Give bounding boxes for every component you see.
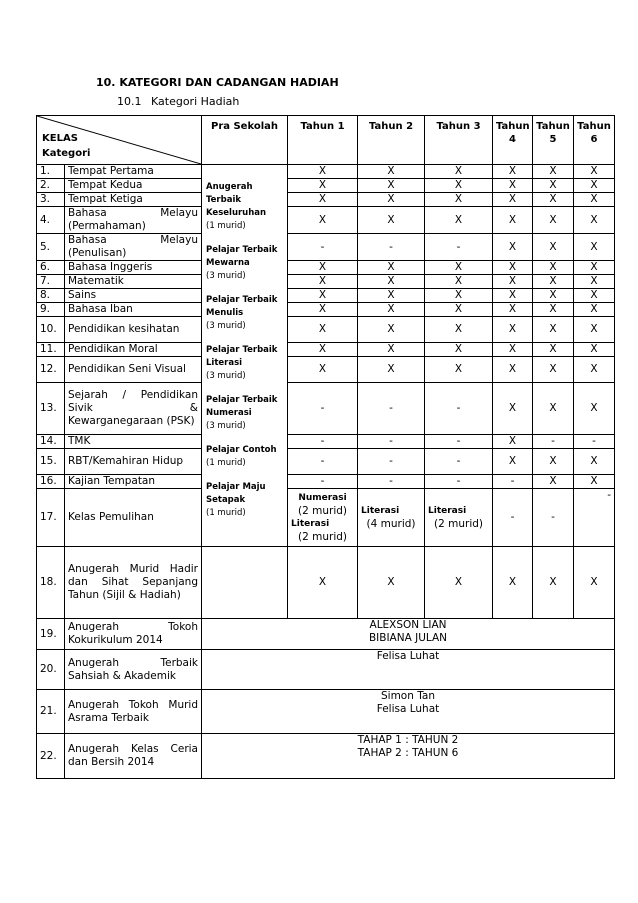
award-recipients [202,690,615,734]
row-number: 18. [37,547,65,619]
table-row [37,289,615,303]
row-value: X [358,303,425,317]
row-category: Bahasa Melayu (Penulisan) [65,234,202,261]
table-row [37,449,615,475]
row-value: X [288,165,358,179]
row-category: Anugerah Murid Hadir dan Sihat Sepanjang Tahun (Sijil & Hadiah) [65,547,202,619]
row-value: X [533,289,574,303]
table-row [37,275,615,289]
row-category: Anugerah Tokoh Kokurikulum 2014 [65,619,202,650]
pra-award-name: Anugerah Terbaik Keseluruhan [206,181,267,218]
row-number: 21. [37,690,65,734]
subheading-number: 10.1 [117,95,142,108]
table-row [37,357,615,383]
numerasi-label: Numerasi [298,492,347,503]
row-value: - [358,449,425,475]
header-tahun-3: Tahun 3 [425,116,493,165]
literasi-label: Literasi [361,505,400,516]
row-number: 9. [37,303,65,317]
row-value: - [288,475,358,489]
row-value: X [533,165,574,179]
row-value: X [288,547,358,619]
row-value: X [358,275,425,289]
recipient-line: ALEXSON LIAN [369,619,447,631]
row-value: X [358,547,425,619]
table-row-span [37,690,615,734]
row-value: X [533,449,574,475]
row-value: X [493,193,533,207]
row-value: X [493,343,533,357]
row-value: X [493,165,533,179]
pra-award-name: Pelajar Contoh [206,444,277,455]
kelas-pemulihan-tahun-6: - [574,489,615,547]
row-value: X [425,261,493,275]
row-value: X [425,275,493,289]
table-row [37,234,615,261]
row-number: 11. [37,343,65,357]
row-number: 13. [37,383,65,435]
table-row [37,207,615,234]
row-value: X [493,261,533,275]
row-value: X [574,193,615,207]
row-number: 2. [37,179,65,193]
row-category: Anugerah Kelas Ceria dan Bersih 2014 [65,734,202,779]
row-value-empty [202,547,288,619]
pra-award-count: (1 murid) [206,220,246,231]
row-value: X [533,275,574,289]
table-row [37,383,615,435]
row-category: Tempat Ketiga [65,193,202,207]
pra-award-count: (3 murid) [206,270,246,281]
header-tahun-2: Tahun 2 [358,116,425,165]
header-tahun-6: Tahun 6 [574,116,615,165]
row-value: X [574,343,615,357]
pra-award-name: Pelajar Terbaik Menulis [206,294,278,318]
row-value: X [425,179,493,193]
award-recipients [202,734,615,779]
pra-award-count: (1 murid) [206,507,246,518]
row-value: X [425,357,493,383]
row-number: 12. [37,357,65,383]
row-category: Tempat Pertama [65,165,202,179]
row-value: X [533,475,574,489]
row-value: X [533,261,574,275]
row-category: Bahasa Melayu (Permahaman) [65,207,202,234]
row-value: X [358,165,425,179]
row-value: X [533,193,574,207]
row-value: X [288,289,358,303]
row-category: Tempat Kedua [65,179,202,193]
row-value: X [493,383,533,435]
literasi-label: Literasi [428,505,467,516]
row-value: X [288,357,358,383]
pra-award-count: (3 murid) [206,420,246,431]
pra-sekolah-awards [202,165,288,547]
table-row [37,179,615,193]
row-number: 8. [37,289,65,303]
subheading-text: Kategori Hadiah [151,95,240,108]
row-value: X [493,179,533,193]
row-value: X [358,317,425,343]
row-value: X [288,317,358,343]
table-row [37,343,615,357]
table-row [37,435,615,449]
row-number: 5. [37,234,65,261]
row-value: X [493,303,533,317]
table-row-kelas-pemulihan [37,489,615,547]
table-row-span [37,650,615,690]
row-value: X [574,383,615,435]
row-value: X [574,179,615,193]
row-value: - [425,449,493,475]
row-value: X [425,317,493,343]
pra-award-count: (1 murid) [206,457,246,468]
row-number: 3. [37,193,65,207]
row-category: Kajian Tempatan [65,475,202,489]
row-value: X [574,303,615,317]
table-row [37,165,615,179]
kelas-pemulihan-tahun-5: - [533,489,574,547]
table-row [37,261,615,275]
literasi-count: (2 murid) [298,530,347,543]
row-value: - [288,435,358,449]
row-value: X [574,261,615,275]
row-value: X [288,275,358,289]
row-value: - [533,435,574,449]
kelas-pemulihan-tahun-4: - [493,489,533,547]
row-number: 4. [37,207,65,234]
row-value: - [288,383,358,435]
row-value: - [288,234,358,261]
row-category: Kelas Pemulihan [65,489,202,547]
row-value: X [533,343,574,357]
literasi-count: (4 murid) [366,517,416,530]
row-value: X [533,234,574,261]
row-category: Pendidikan Moral [65,343,202,357]
row-value: X [493,547,533,619]
pra-award-name: Pelajar Terbaik Mewarna [206,244,278,268]
row-number: 10. [37,317,65,343]
table-row-span [37,734,615,779]
table-row-kehadiran [37,547,615,619]
row-value: X [493,275,533,289]
row-value: X [493,289,533,303]
row-number: 16. [37,475,65,489]
row-value: X [288,179,358,193]
row-number: 22. [37,734,65,779]
row-category: Sejarah / Pendidikan Sivik & Kewarganegaraan (PSK) [65,383,202,435]
recipient-line: Felisa Luhat [376,703,440,715]
row-value: - [288,449,358,475]
header-kelas: KELAS [42,133,78,144]
row-value: X [574,475,615,489]
row-number: 14. [37,435,65,449]
row-number: 7. [37,275,65,289]
row-value: - [425,435,493,449]
row-value: X [358,343,425,357]
row-value: X [288,343,358,357]
row-number: 6. [37,261,65,275]
row-value: X [574,357,615,383]
award-recipients [202,619,615,650]
row-value: X [533,317,574,343]
row-value: X [288,303,358,317]
section-heading: 10. KATEGORI DAN CADANGAN HADIAH [96,76,339,89]
table-row [37,303,615,317]
row-value: X [493,207,533,234]
row-value: X [425,343,493,357]
header-tahun-5: Tahun 5 [533,116,574,165]
row-value: X [533,547,574,619]
row-category: Pendidikan kesihatan [65,317,202,343]
table-row-span [37,619,615,650]
row-value: - [358,435,425,449]
pra-award-count: (3 murid) [206,370,246,381]
row-category: Bahasa Inggeris [65,261,202,275]
header-pra-sekolah: Pra Sekolah [202,116,288,165]
pra-award-name: Pelajar Terbaik Numerasi [206,394,278,418]
award-recipients [202,650,615,690]
row-value: X [493,357,533,383]
recipient-line: TAHAP 1 : TAHUN 2 [357,734,459,746]
header-kategori: Kategori [42,148,91,159]
table-row [37,193,615,207]
row-value: X [574,275,615,289]
pra-award-name: Pelajar Maju Setapak [206,481,266,505]
row-category: Pendidikan Seni Visual [65,357,202,383]
pra-award-name: Pelajar Terbaik Literasi [206,344,278,368]
row-number: 1. [37,165,65,179]
row-value: X [358,261,425,275]
row-number: 17. [37,489,65,547]
literasi-count: (2 murid) [434,517,483,530]
recipient-line: Simon Tan [381,690,435,702]
row-value: X [533,383,574,435]
row-value: - [358,234,425,261]
row-value: X [533,207,574,234]
row-value: X [574,234,615,261]
row-value: X [358,357,425,383]
row-category: Matematik [65,275,202,289]
row-value: - [425,234,493,261]
row-value: - [574,435,615,449]
row-value: X [533,179,574,193]
row-category: RBT/Kemahiran Hidup [65,449,202,475]
row-value: X [288,207,358,234]
row-value: X [574,165,615,179]
row-value: X [425,547,493,619]
row-category: Anugerah Tokoh Murid Asrama Terbaik [65,690,202,734]
row-value: X [493,449,533,475]
row-value: X [533,357,574,383]
row-value: X [574,317,615,343]
header-kelas-kategori [37,116,202,165]
row-value: X [358,289,425,303]
section-subheading [117,95,239,108]
row-category: Anugerah Terbaik Sahsiah & Akademik [65,650,202,690]
literasi-label: Literasi [291,518,330,529]
recipient-line: Felisa Luhat [376,650,440,662]
row-category: TMK [65,435,202,449]
row-value: - [358,383,425,435]
header-tahun-4: Tahun 4 [493,116,533,165]
row-value: X [533,303,574,317]
row-value: X [358,179,425,193]
row-category: Sains [65,289,202,303]
row-value: - [425,383,493,435]
row-value: X [288,261,358,275]
row-value: - [358,475,425,489]
row-value: X [425,207,493,234]
recipient-line: TAHAP 2 : TAHUN 6 [357,747,459,759]
row-value: X [288,193,358,207]
award-table [36,115,615,779]
header-row [37,116,615,165]
row-value: X [493,435,533,449]
row-value: X [574,547,615,619]
header-tahun-1: Tahun 1 [288,116,358,165]
row-value: X [358,193,425,207]
row-value: X [574,289,615,303]
pra-award-count: (3 murid) [206,320,246,331]
row-value: X [425,193,493,207]
row-value: - [493,475,533,489]
row-number: 20. [37,650,65,690]
row-value: X [425,165,493,179]
row-value: X [425,289,493,303]
kelas-pemulihan-tahun-1 [288,489,358,547]
recipient-line: BIBIANA JULAN [368,632,448,644]
row-value: X [493,234,533,261]
row-value: X [574,449,615,475]
row-value: X [574,207,615,234]
table-row [37,317,615,343]
row-value: X [358,207,425,234]
kelas-pemulihan-tahun-3 [425,489,493,547]
row-category: Bahasa Iban [65,303,202,317]
row-number: 19. [37,619,65,650]
row-value: X [425,303,493,317]
row-number: 15. [37,449,65,475]
row-value: X [493,317,533,343]
row-value: - [425,475,493,489]
numerasi-count: (2 murid) [298,504,347,517]
table-row [37,475,615,489]
kelas-pemulihan-tahun-2 [358,489,425,547]
